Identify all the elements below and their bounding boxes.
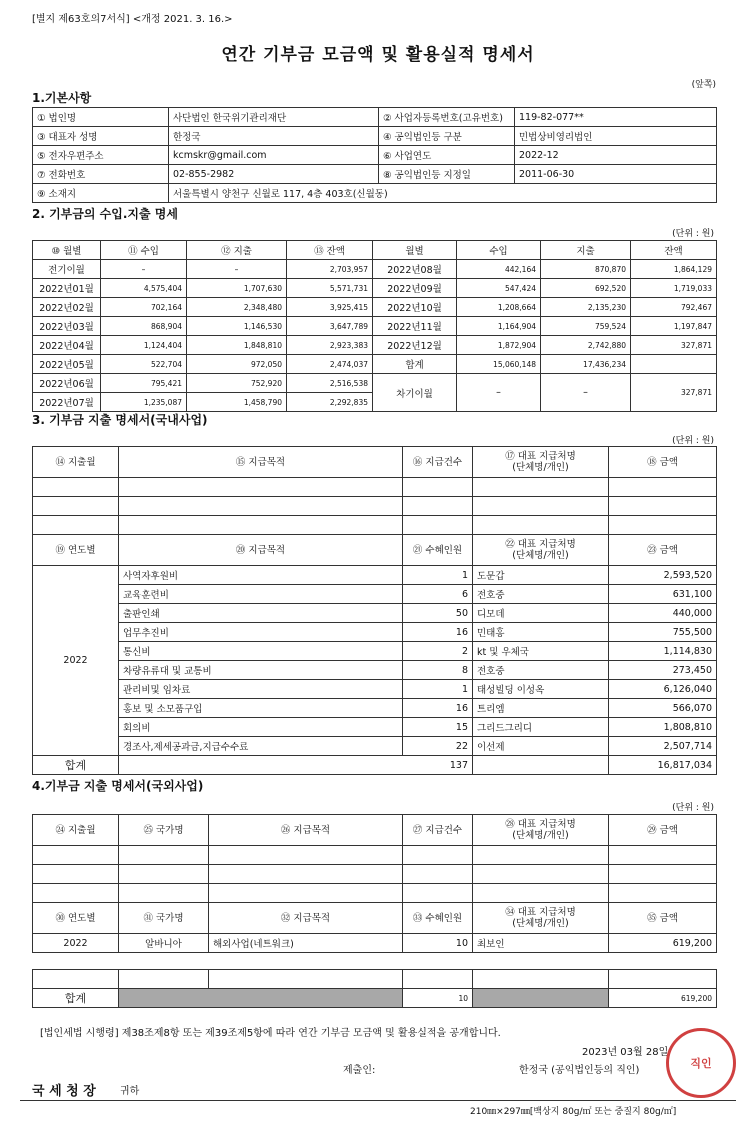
section4-unit: (단위 : 원) [672,803,714,813]
overseas-expense-table [32,814,717,1008]
basic-info-table [32,107,717,203]
submission-date: 2023년 03월 28일 [582,1047,669,1058]
submitter-name: 한정국 (공익법인등의 직인) [519,1065,640,1076]
table-row: 2022 알바니아 해외사업(네트워크) 10 최보인 619,200 [33,934,717,953]
front-side-label: (앞쪽) [691,80,716,90]
table-row: 2022년01월 4,575,404 1,707,630 5,571,731 2022년09월 547,424 692,520 1,719,033 [33,279,717,298]
table-header-row: ⑭ 지출월 ⑮ 지급목적 ⑯ 지급건수 ⑰ 대표 지급처명 (단체명/개인) ⑱ 금액 [33,447,717,478]
table-row: 2022년04월 1,124,404 1,848,810 2,923,383 2022년12월 1,872,904 2,742,880 327,871 [33,336,717,355]
section3-heading: 3. 기부금 지출 명세서(국내사업) [32,413,208,427]
section2-unit: (단위 : 원) [672,229,714,239]
empty-row [33,478,717,497]
page-title: 연간 기부금 모금액 및 활용실적 명세서 [221,45,535,65]
table-row: 통신비 2 kt 및 우체국 1,114,830 [33,642,717,661]
table-row: 교육훈련비 6 전호중 631,100 [33,585,717,604]
empty-row [33,516,717,535]
basic-info-row: ③ 대표자 성명 한정국 ④ 공익법인등 구분 민법상비영리법인 [33,127,717,146]
table-header-row: ㉚ 연도별 ㉛ 국가명 ㉜ 지급목적 ㉝ 수혜인원 ㉞ 대표 지급처명 (단체명/개인) ㉟ 금액 [33,903,717,934]
paper-spec: 210㎜×297㎜[백상지 80g/㎡ 또는 중질지 80g/㎡] [470,1107,677,1117]
empty-row [33,865,717,884]
form-reference: [별지 제63호의7서식] <개정 2021. 3. 16.> [32,14,233,25]
section4-heading: 4.기부금 지출 명세서(국외사업) [32,779,204,793]
table-row: 2022년02월 702,164 2,348,480 3,925,415 2022년10월 1,208,664 2,135,230 792,467 [33,298,717,317]
table-row: 2022년05월 522,704 972,050 2,474,037 합계 15,060,148 17,436,234 [33,355,717,374]
table-row: 2022 사역자후원비 1 도문갑 2,593,520 [33,566,717,585]
table-row: 홍보 및 소모품구입 16 트리엠 566,070 [33,699,717,718]
recipient-suffix: 귀하 [120,1086,140,1097]
submitter-label: 제출인: [343,1065,376,1076]
empty-row [33,846,717,865]
total-row: 합계 137 16,817,034 [33,756,717,775]
table-header-row: ⑲ 연도별 ⑳ 지급목적 ㉑ 수혜인원 ㉒ 대표 지급처명 (단체명/개인) ㉓ 금액 [33,535,717,566]
table-row: 업무추진비 16 민태홍 755,500 [33,623,717,642]
table-row: 차량유류대 및 교통비 8 전호중 273,450 [33,661,717,680]
blank-row [33,970,717,989]
basic-info-row: ① 법인명 사단법인 한국위기관리재단 ② 사업자등록번호(고유번호) 119-82-077** [33,108,717,127]
basic-info-row: ⑤ 전자우편주소 kcmskr@gmail.com ⑥ 사업연도 2022-12 [33,146,717,165]
domestic-expense-table [32,446,717,775]
section3-unit: (단위 : 원) [672,436,714,446]
table-header-row: ㉔ 지출월 ㉕ 국가명 ㉖ 지급목적 ㉗ 지급건수 ㉘ 대표 지급처명 (단체명/개인) ㉙ 금액 [33,815,717,846]
spacer-row [33,953,717,970]
empty-row [33,884,717,903]
address-row: ⑨ 소재지 서울특별시 양천구 신월로 117, 4층 403호(신월동) [33,184,717,203]
table-row: 2022년07월 1,235,087 1,458,790 2,292,835 [33,393,717,412]
table-row: 출판인쇄 50 디모데 440,000 [33,604,717,623]
official-seal-stamp: 직인 [666,1028,736,1098]
basic-info-row: ⑦ 전화번호 02-855-2982 ⑧ 공익법인등 지정일 2011-06-30 [33,165,717,184]
table-row: 전기이월 – – 2,703,957 2022년08월 442,164 870,870 1,864,129 [33,260,717,279]
section2-heading: 2. 기부금의 수입.지출 명세 [32,207,178,221]
law-statement: [법인세법 시행령] 제38조제8항 또는 제39조제5항에 따라 연간 기부금 모금액 및 활용실적을 공개합니다. [40,1028,501,1039]
table-row: 관리비및 임차료 1 태성빌딩 이성옥 6,126,040 [33,680,717,699]
income-expense-table [32,240,717,412]
recipient: 국 세 청 장 [32,1084,96,1099]
section1-heading: 1.기본사항 [32,91,92,105]
empty-row [33,497,717,516]
table-row: 2022년03월 868,904 1,146,530 3,647,789 2022년11월 1,164,904 759,524 1,197,847 [33,317,717,336]
total-row: 합계 10 619,200 [33,989,717,1008]
table-header-row: ⑩ 월별 ⑪ 수입 ⑫ 지출 ⑬ 잔액 월별 수입 지출 잔액 [33,241,717,260]
table-row: 회의비 15 그리드그리디 1,808,810 [33,718,717,737]
table-row: 경조사,제세공과금,지급수수료 22 이선제 2,507,714 [33,737,717,756]
table-row: 2022년06월 795,421 752,920 2,516,538 차기이월 – – 327,871 [33,374,717,393]
